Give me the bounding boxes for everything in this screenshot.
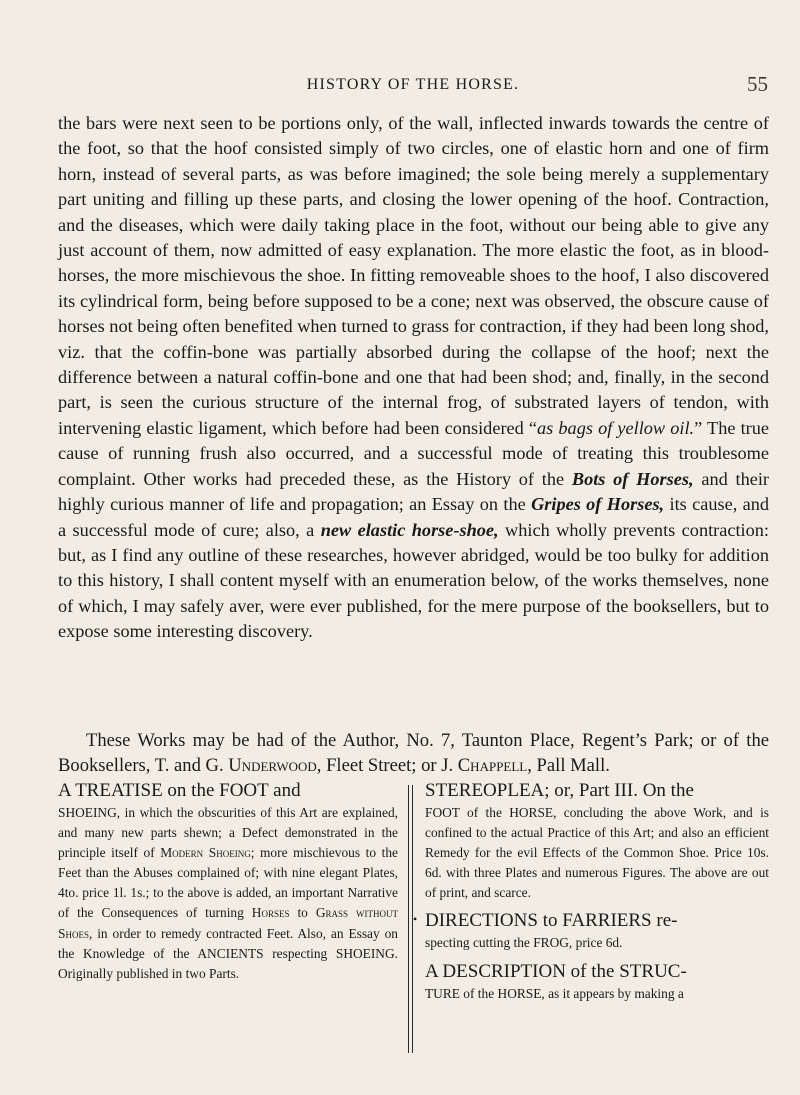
work-title-gripes: Gripes of Horses, [531, 494, 665, 515]
ad-stereoplea [425, 779, 769, 903]
bullet-mark: • [413, 912, 418, 927]
availability-notice [58, 728, 769, 779]
page-header [58, 72, 768, 100]
smallcaps-run: Modern Shoeing [160, 845, 251, 861]
smallcaps-run: Grass without Shoes, [58, 905, 398, 941]
ad-title-stereoplea: STEREOPLEA; or, Part III. On the [425, 780, 694, 801]
text-run: These Works may be had of the Author, No. 7, Taunton Place, Regent’s Park; or of the Booksellers, T. and G. [58, 730, 769, 777]
main-paragraph [58, 111, 769, 645]
ad-title-description: A DESCRIPTION of the STRUC- [425, 960, 687, 982]
ad-body-description: TURE of the HORSE, as it appears by making a [425, 985, 684, 1001]
text-run: in order to remedy contracted Feet. Also, an Essay on the Knowledge of the ANCIENTS respecting SHOEING. Originally published in two Parts. [58, 925, 398, 981]
ad-column-left [58, 779, 398, 984]
paragraph-text [58, 111, 769, 645]
text-run: and their highly curious manner of life and propagation; an Essay on the [58, 468, 769, 515]
ad-body-directions: specting cutting the FROG, price 6d. [425, 935, 623, 951]
ad-body-stereoplea: FOOT of the HORSE, concluding the above Work, and is confined to the actual Practice of this Art; and also an efficient Remedy for the evil Effects of the Common Shoe. Price 10s. 6d. with three Plates and numerous Figures. The above are out of print, and scarce. [425, 805, 769, 901]
italic-phrase: as bags of yellow oil. [537, 417, 695, 438]
ad-body-treatise [58, 803, 398, 984]
ad-description [425, 960, 769, 1004]
text-run: Pall Mall. [531, 755, 610, 777]
text-run: the bars were next seen to be portions only, of the wall, inflected inwards towards the centre of the foot, so that the hoof consisted simply of two circles, one of elastic horn and one of firm horn, instead of several parts, as was before imagined; the sole being merely a supplementary part uniting and filling up these parts, and closing the lower opening of the hoof. Contraction, and the diseases, which were daily taking place in the foot, without our being able to give any just account of them, now admitted of easy explanation. The more elastic the foot, as in blood-horses, the more mischievous the shoe. In fitting removeable shoes to the hoof, I also discovered its cylindrical form, being before supposed to be a cone; next was observed, the obscure cause of horses not being often benefited when turned to grass for contraction, if they had been long shod, viz. that the coffin-bone was partially absorbed during the collapse of the hoof; next the difference between a natural coffin-bone and one that had been shod; and, finally, in the second part, is seen the curious structure of the internal frog, of substrated layers of tendon, with intervening elastic ligament, which before had been considered “ [58, 113, 769, 438]
publisher-chappell: Chappell, [457, 755, 532, 777]
text-run: Fleet Street; or J. [321, 755, 458, 777]
work-title-new-shoe: new elastic horse-shoe, [320, 519, 499, 540]
text-run: its cause, and a successful mode of cure; also, a [58, 494, 770, 540]
ad-title-treatise: A TREATISE on the FOOT and [58, 780, 301, 801]
work-title-bots: Bots of Horses, [571, 468, 694, 489]
ad-column-right [413, 779, 769, 1010]
text-run: to [289, 905, 316, 921]
smallcaps-run: Horses [251, 905, 290, 921]
running-title: HISTORY OF THE HORSE. [306, 76, 520, 93]
text-run: ; more mischievous to the Feet than the Abuses complained of; with nine elegant Plates, 4to. price 1l. 1s.; to the above is added, an important Narrative of the Consequences of turning [58, 845, 398, 921]
ad-directions [413, 909, 769, 953]
page-number: 55 [747, 72, 768, 96]
text-run: which wholly prevents contraction: but, as I find any outline of these researches, however abridged, would be too bulky for addition to this history, I shall content myself with an enumeration below, of the works themselves, none of which, I may safely aver, were ever published, for the mere purpose of the booksellers, but to expose some interesting discovery. [58, 519, 769, 642]
ad-title-directions: DIRECTIONS to FARRIERS re- [425, 910, 678, 932]
text-run: SHOEING, in which the obscurities of this Art are explained, and many new parts shewn; a Defect demonstrated in the principle itself of [58, 805, 398, 861]
advertisements [58, 779, 769, 1054]
text-run: ” The true cause of running frush also occurred, and a successful mode of treating this troublesome complaint. Other works had preceded these, as the History of the [58, 417, 769, 489]
publisher-underwood: Underwood, [228, 755, 322, 777]
